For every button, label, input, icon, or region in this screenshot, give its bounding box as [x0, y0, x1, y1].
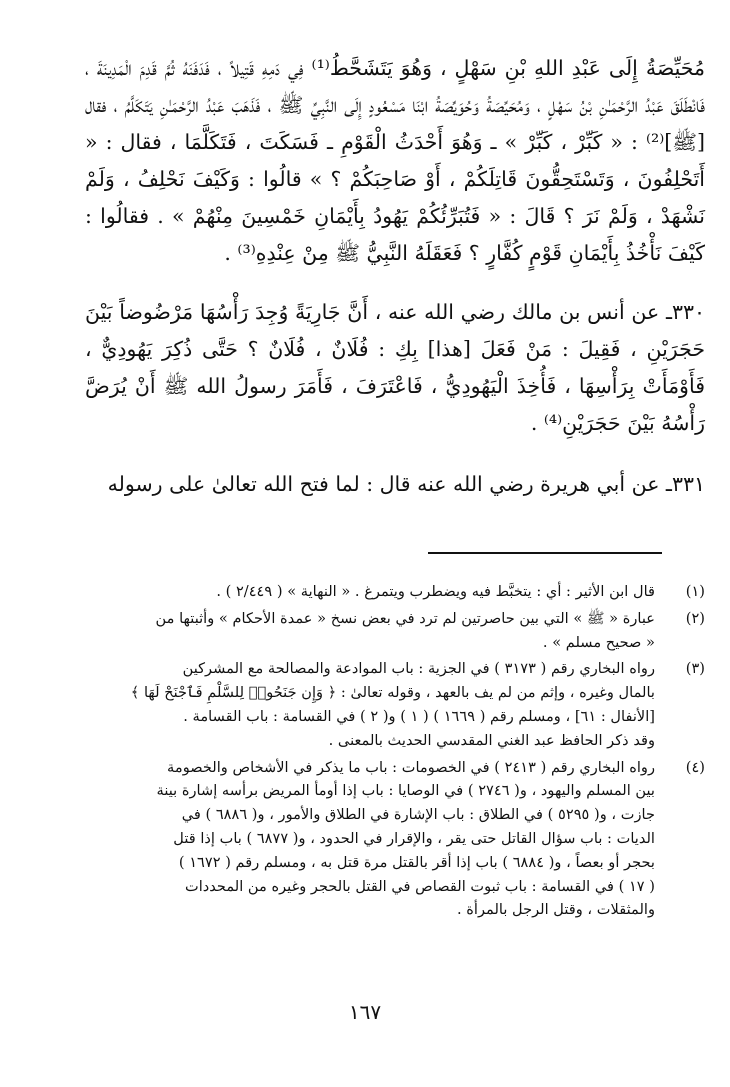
footnote-line: ( ١٧ ) في القسامة : باب ثبوت القصاص في القتل بالحجر وغيره من المحددات	[184, 877, 655, 895]
footnote-text	[80, 657, 655, 752]
footnote-line: الديات : باب سؤال القاتل حتى يقر ، والإقرار في الحدود ، و( ٦٨٧٧ ) باب إذا قتل	[173, 829, 655, 847]
footnote-1	[80, 580, 705, 604]
footnote-line: جازت ، و( ٥٢٩٥ ) في الطلاق : باب الإشارة في الطلاق والأمور ، و( ٦٨٨٦ ) في	[181, 806, 655, 824]
footnote-line: « صحيح مسلم » .	[542, 633, 655, 651]
page-number: ١٦٧	[348, 1000, 382, 1024]
hadith-331-start: ٣٣١ـ عن أبي هريرة رضي الله عنه قال : لما فتح الله تعالىٰ على رسوله	[107, 472, 705, 496]
footnote-line: رواه البخاري رقم ( ٢٤١٣ ) في الخصومات : باب ما يذكر في الأشخاص والخصومة	[167, 758, 655, 776]
footnote-line: بحجر أو بعصاً ، و( ٦٨٨٤ ) باب إذا أقر بالقتل مرة قتل به ، ومسلم رقم ( ١٦٧٢ )	[178, 853, 655, 871]
footnote-3	[80, 657, 705, 752]
footnote-line: رواه البخاري رقم ( ٣١٧٣ ) في الجزية : باب الموادعة والمصالحة مع المشركين	[182, 660, 655, 678]
footnote-line: بين المسلم واليهود ، و( ٢٧٤٦ ) في الوصايا : باب إذا أومأ المريض برأسه إشارة بينة	[156, 782, 655, 800]
footnote-line: بالمال وغيره ، وإثم من لم يف بالعهد ، وقوله تعالىٰ : ﴿ وَإِن جَنَحُوا۟ لِلسَّلْمِ فَٱجْنَحْ لَهَا ﴾	[130, 684, 655, 702]
footnote-number: (٤)	[685, 758, 705, 776]
main-text	[85, 50, 705, 503]
footnote-line: وقد ذكر الحافظ عبد الغني المقدسي الحديث بالمعنى .	[328, 731, 655, 749]
footnote-number: (١)	[685, 583, 705, 600]
hadith-330: ٣٣٠ـ عن أنس بن مالك رضي الله عنه ، أَنَّ جَارِيَةً وُجِدَ رَأْسُهَا مَرْضُوضاً بَيْنَ حَجَرَيْنِ ، فَقِيلَ : مَنْ فَعَلَ [هذا] بِكِ : فُلَانٌ ، فُلَانٌ ؟ حَتَّى ذُكِرَ يَهُودِيٌّ ، فَأَوْمَأَتْ بِرَأْسِهَا ، فَأُخِذَ الْيَهُودِيُّ ، فَاعْتَرَفَ ، فَأَمَرَ رسولُ الله ﷺ أَنْ يُرَضَّ رَأْسُهُ بَيْنَ حَجَرَيْنِ⁽⁴⁾ .	[85, 300, 705, 435]
footnote-line: قال ابن الأثير : أي : يتخبَّط فيه ويضطرب ويتمرغ . « النهاية » ( ٢/٤٤٩ ) .	[216, 583, 655, 600]
hadith-329-continuation: مُحَيِّصَةُ إِلَى عَبْدِ اللهِ بْنِ سَهْلٍ ، وَهُوَ يَتَشَحَّطُ⁽¹⁾ فِي دَمِهِ قَتِيلاً ، فَدَفَنَهُ ثُمَّ قَدِمَ الْمَدِينَةَ ، فَانْطَلَقَ عَبْدُ الرَّحْمَـٰنِ بْنُ سَهْلٍ ، وَمُحَيِّصَةُ وَحُوَيِّصَةُ ابْنَا مَسْعُودٍ إِلَى النَّبِيِّ ﷺ ، فَذَهَبَ عَبْدُ الرَّحْمَـٰنِ يَتَكَلَّمُ ، فقال [ﷺ]⁽²⁾ : « كَبِّرْ ، كَبِّرْ » ـ وَهُوَ أَحْدَثُ الْقَوْمِ ـ فَسَكَتَ ، فَتَكَلَّمَا ، فقال : « أَتَحْلِفُونَ ، وَتَسْتَحِقُّونَ قَاتِلَكُمْ ، أَوْ صَاحِبَكُمْ ؟ » قالُوا : وَكَيْفَ نَحْلِفُ ، وَلَمْ نَشْهَدْ ، وَلَمْ نَرَ ؟ قَالَ : « فَتُبَرِّئُكُمْ يَهُودُ بِأَيْمَانِ خَمْسِينَ مِنْهُمْ » . فقالُوا : كَيْفَ نَأْخُذُ بِأَيْمَانِ قَوْمٍ كُفَّارٍ ؟ فَعَقَلَهُ النَّبِيُّ ﷺ مِنْ عِنْدِهِ⁽³⁾ .	[85, 56, 705, 265]
footnote-text	[80, 607, 655, 655]
footnote-line: [الأنفال : ٦١] ، ومسلم رقم ( ١٦٦٩ ) ( ١ ) و( ٢ ) في القسامة : باب القسامة .	[183, 707, 655, 725]
footnote-number: (٢)	[685, 609, 705, 627]
footnote-2	[80, 607, 705, 655]
footnote-separator	[428, 552, 662, 554]
footnote-line: عبارة « ﷺ » التي بين حاصرتين لم ترد في بعض نسخ « عمدة الأحكام » وأثبتها من	[155, 609, 655, 627]
footnote-text	[80, 580, 655, 604]
footnote-4	[80, 756, 705, 923]
footnotes	[80, 580, 705, 925]
footnote-number: (٣)	[685, 660, 705, 678]
footnote-line: والمثقلات ، وقتل الرجل بالمرأة .	[456, 901, 655, 919]
footnote-text	[80, 756, 655, 923]
